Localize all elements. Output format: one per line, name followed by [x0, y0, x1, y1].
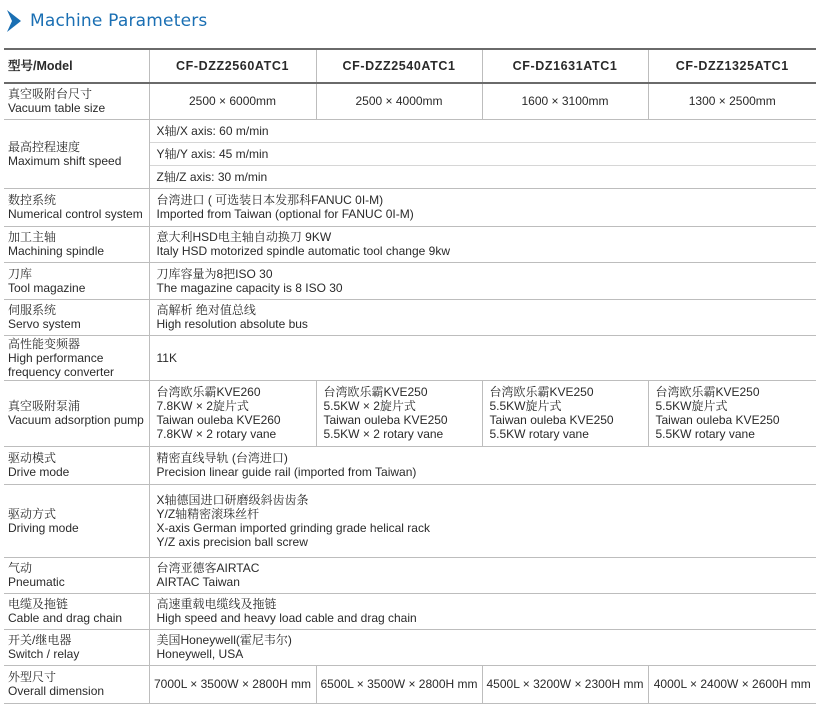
row-label [4, 83, 149, 119]
value-cell: 1300 × 2500mm [648, 83, 816, 119]
label-cn: 真空吸附泵浦 [8, 399, 81, 413]
label-en: Driving mode [8, 520, 79, 535]
value-cell: 1600 × 3100mm [482, 83, 648, 119]
label-cn: 最高控程速度 [8, 139, 81, 154]
row-label [4, 226, 149, 262]
tool-magazine-row [4, 262, 816, 299]
row-label [4, 262, 149, 299]
label-en: Overall dimension [8, 684, 105, 698]
label-cn: 真空吸附台尺寸 [8, 87, 93, 102]
spindle-row [4, 226, 816, 262]
row-label [4, 119, 149, 188]
value-cell: Z轴/Z axis: 30 m/min [149, 165, 816, 188]
switch-row [4, 629, 816, 665]
label-cn: 开关/继电器 [8, 633, 72, 647]
row-label [4, 299, 149, 335]
cable-row [4, 593, 816, 629]
vacuum-pump-row [4, 380, 816, 446]
control-system-row [4, 188, 816, 226]
value-cell: 意大利HSD电主轴自动换刀 9KW Italy HSD motorized spindle automatic tool change 9kw [149, 226, 816, 262]
label-en: Machining spindle [8, 244, 105, 258]
label-cn: 驱动模式 [8, 451, 57, 465]
label-cn: 外型尺寸 [8, 670, 57, 684]
value-cell: 高速重载电缆线及拖链 High speed and heavy load cable and drag chain [149, 593, 816, 629]
page-header [0, 0, 822, 44]
label-en: Vacuum table size [8, 101, 106, 116]
row-label [4, 188, 149, 226]
value-cell: 台湾欧乐霸KVE250 5.5KW × 2旋片式 Taiwan ouleba KVE250 5.5KW × 2 rotary vane [316, 380, 482, 446]
label-en: Maximum shift speed [8, 153, 122, 168]
label-en: Switch / relay [8, 647, 80, 661]
label-cn: 电缆及拖链 [8, 597, 69, 611]
label-en: Servo system [8, 317, 81, 331]
model-name: CF-DZ1631ATC1 [482, 49, 648, 83]
value-cell: 2500 × 4000mm [316, 83, 482, 119]
label-cn: 加工主轴 [8, 230, 57, 244]
label-en: Drive mode [8, 465, 70, 479]
value-cell: 2500 × 6000mm [149, 83, 316, 119]
model-name: CF-DZZ2540ATC1 [316, 49, 482, 83]
label-cn: 数控系统 [8, 193, 57, 207]
pneumatic-row [4, 557, 816, 593]
row-label [4, 593, 149, 629]
value-cell: 台湾欧乐霸KVE250 5.5KW旋片式 Taiwan ouleba KVE250 5.5KW rotary vane [482, 380, 648, 446]
label-en: Vacuum adsorption pump [8, 413, 144, 427]
model-name: CF-DZZ2560ATC1 [149, 49, 316, 83]
row-label [4, 484, 149, 557]
value-cell: 4000L × 2400W × 2600H mm [648, 665, 816, 703]
value-cell: Y轴/Y axis: 45 m/min [149, 142, 816, 165]
value-cell: 4500L × 3200W × 2300H mm [482, 665, 648, 703]
label-cn: 伺服系统 [8, 303, 57, 317]
label-en: Pneumatic [8, 575, 65, 589]
row-label [4, 665, 149, 703]
converter-row [4, 335, 816, 380]
label-cn: 高性能变频器 [8, 336, 81, 351]
value-cell: 精密直线导轨 (台湾进口) Precision linear guide rail (imported from Taiwan) [149, 446, 816, 484]
model-label: 型号/Model [8, 59, 73, 73]
vacuum-table-row [4, 83, 816, 119]
dimension-row [4, 665, 816, 703]
driving-mode-row [4, 484, 816, 557]
label-en: frequency converter [8, 364, 115, 379]
value-cell: X轴/X axis: 60 m/min [149, 119, 816, 142]
servo-row [4, 299, 816, 335]
shift-speed-row [4, 119, 816, 142]
value-cell: 美国Honeywell(霍尼韦尔) Honeywell, USA [149, 629, 816, 665]
value-cell: 刀库容量为8把ISO 30 The magazine capacity is 8 ISO 30 [149, 262, 816, 299]
chevron-right-icon [6, 10, 22, 32]
label-cn: 驱动方式 [8, 506, 57, 521]
label-en: Tool magazine [8, 280, 86, 295]
row-label [4, 446, 149, 484]
row-label [4, 380, 149, 446]
label-cn: 刀库 [8, 266, 33, 281]
value-cell: 11K [149, 335, 816, 380]
value-cell: X轴德国进口研磨级斜齿齿条 Y/Z轴精密滚珠丝杆 X-axis German imported grinding grade helical rack Y/Z axis precision ball screw [149, 484, 816, 557]
label-cn: 气动 [8, 561, 33, 575]
value-cell: 高解析 绝对值总线 High resolution absolute bus [149, 299, 816, 335]
label-en: High performance [8, 350, 104, 365]
value-cell: 7000L × 3500W × 2800H mm [149, 665, 316, 703]
model-header-row [4, 49, 816, 83]
value-cell: 台湾欧乐霸KVE250 5.5KW旋片式 Taiwan ouleba KVE250 5.5KW rotary vane [648, 380, 816, 446]
value-cell: 台湾欧乐霸KVE260 7.8KW × 2旋片式 Taiwan ouleba KVE260 7.8KW × 2 rotary vane [149, 380, 316, 446]
row-label [4, 629, 149, 665]
label-en: Numerical control system [8, 207, 143, 221]
row-label [4, 335, 149, 380]
page-title: Machine Parameters [30, 11, 208, 31]
row-label [4, 557, 149, 593]
parameters-table [4, 48, 816, 704]
model-name: CF-DZZ1325ATC1 [648, 49, 816, 83]
value-cell: 6500L × 3500W × 2800H mm [316, 665, 482, 703]
label-en: Cable and drag chain [8, 611, 123, 625]
value-cell: 台湾进口 ( 可选装日本发那科FANUC 0I-M) Imported from Taiwan (optional for FANUC 0I-M) [149, 188, 816, 226]
value-cell: 台湾亚德客AIRTAC AIRTAC Taiwan [149, 557, 816, 593]
drive-mode-row [4, 446, 816, 484]
